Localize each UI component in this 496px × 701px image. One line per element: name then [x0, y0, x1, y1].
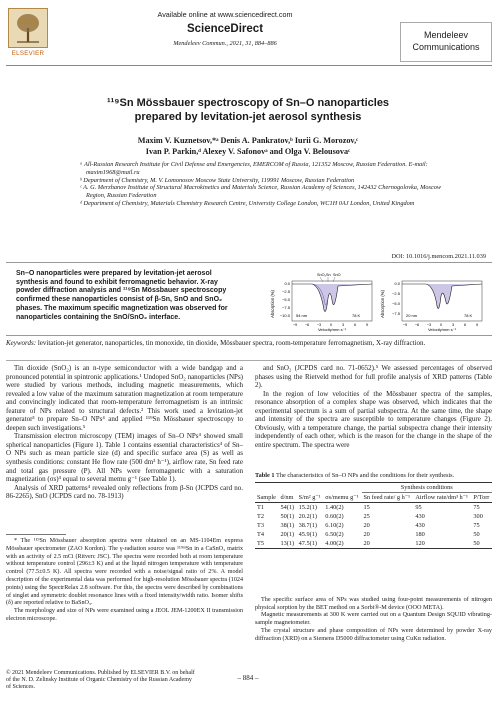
ga-right-temp-label: 78 K — [464, 313, 473, 318]
table-cell: 54(1) — [280, 504, 295, 511]
table-caption — [255, 472, 492, 479]
table-cell: 75 — [473, 522, 480, 529]
ga-left-temp-label: 78 K — [352, 313, 361, 318]
table-cell: T3 — [257, 522, 264, 529]
ga-left-xtick: −9 — [292, 323, 298, 327]
ga-ylabel-right: Absorption (%) — [380, 290, 385, 318]
table-cell: 6.50(2) — [325, 531, 344, 538]
title-line-2: prepared by levitation-jet aerosol synthesis — [134, 111, 362, 123]
body-paragraph: and SnO₂ (JCPDS card no. 71-0652).⁵ We assessed percentages of observed phases using the Rietveld method for full profile analysis of XRD patterns (Table 2). — [255, 364, 492, 390]
ga-left-ytick: −10.0 — [279, 313, 290, 318]
table-cell: 45.9(1) — [298, 531, 317, 538]
table-row — [255, 512, 492, 521]
affiliations — [80, 161, 460, 208]
ga-right-size-label: 20 nm — [406, 313, 418, 318]
table-cell: T2 — [257, 513, 264, 520]
ga-right-xtick: −9 — [402, 323, 408, 327]
table-cell: 15.2(1) — [298, 504, 317, 511]
table-cell: 20 — [363, 531, 370, 538]
table-notes — [255, 596, 492, 642]
table-cell: 180 — [415, 531, 425, 538]
footnote-divider — [6, 534, 66, 535]
journal-name-line1: Mendeleev — [423, 30, 469, 40]
journal-name-line2: Communications — [412, 42, 480, 52]
affiliation-c: ᶜ A. G. Merzhanov Institute of Structural Macrokinetics and Materials Science, Russian Academy of Sciences, 142432 Chernogolovka, Moscow Region, Russian Federation — [80, 184, 442, 200]
table-cell: 20.2(1) — [298, 513, 317, 520]
table-header: P/Torr — [471, 493, 492, 503]
table-cell: 13(1) — [278, 539, 296, 549]
body-paragraph: Tin dioxide (SnO₂) is an n-type semiconductor with a wide bandgap and a pronounced potential in spintronic applications.¹ Undoped SnO₂ nanoparticles (NPs) were studied by various methods, including magnetic measurements, which revealed a low value of the maximum saturation magnetization at room temperature and convincingly indicated that room-temperature ferromagnetism is an intrinsic feature of NPs related to structural defects.² This work used a levitation-jet generator³ to prepare Sn–O NPs⁴ and applied ¹¹⁹Sn Mössbauer spectroscopy to deepen such investigations.⁵ — [6, 364, 243, 432]
affiliation-a: ᵃ All-Russian Research Institute for Civil Defense and Emergencies, EMERCOM of Russia, 121352 Moscow, Russian Federation. E-mail: maxim1968@mail.ru — [80, 161, 428, 176]
table-cell: T4 — [257, 531, 264, 538]
table-header: d/nm — [278, 493, 296, 503]
elsevier-tree-icon — [8, 8, 48, 48]
table-header: Sample — [255, 493, 278, 503]
elsevier-logo — [8, 8, 48, 60]
ga-right-ytick: 0.0 — [394, 281, 400, 286]
keywords-divider — [6, 360, 492, 361]
table-cell: 120 — [413, 539, 471, 549]
affiliation-d: ᵈ Department of Chemistry, Materials Chemistry Research Centre, University College London, WC1H 0AJ London, United Kingdom — [80, 199, 415, 207]
table-cell: 75 — [473, 504, 480, 511]
body-paragraph: Transmission electron microscopy (TEM) images of Sn–O NPs⁴ showed small spherical nanoparticles (Figure 1). Table 1 contains essential characteristics⁴ of Sn–O NPs such as mean particle size (d) and specific surface area (S) as well as synthesis conditions: constant He flow rate (500 dm³ h⁻¹), airflow rate, Sn feed rate and total gas pressure (P). All NPs were ferromagnetic with a saturation magnetization (σs)⁴ equal to several memu g⁻¹ (see Table 1). — [6, 432, 243, 484]
table-group-header: Synthesis conditions — [362, 483, 492, 493]
ga-left-xtick: 9 — [365, 323, 369, 327]
table-row — [255, 521, 492, 530]
ga-right-xtick: 0 — [439, 323, 443, 327]
table-cell: 15 — [363, 504, 370, 511]
table-caption-label: Table 1 — [255, 472, 275, 479]
journal-name-box — [400, 22, 492, 62]
doi-link[interactable]: DOI: 10.1016/j.mencom.2021.11.039 — [391, 253, 486, 260]
ga-left-xtick: −3 — [316, 323, 322, 327]
ga-right-ytick: −2.5 — [392, 291, 400, 296]
authors-line-1: Maxim V. Kuznetsov,*ᵃ Denis A. Pankratov,ᵇ Iurii G. Morozov,ᶜ — [137, 136, 359, 145]
table-cell: T5 — [255, 539, 278, 549]
table-cell: 430 — [415, 522, 425, 529]
ga-left-xtick: 3 — [341, 323, 345, 327]
table-cell: 430 — [415, 513, 425, 520]
keywords — [6, 339, 492, 348]
table-row — [255, 539, 492, 549]
ga-peak-label-sno: SnO — [333, 273, 341, 277]
body-paragraph: In the region of low velocities of the Mössbauer spectra of the samples, resonance absorption of a complex shape was observed, which indicates that the experimental spectrum is a sum of partial subspectra. At the same time, the shape and intensity of the spectra are susceptible to temperature changes (Figure 2). Obviously, with a temperature change, the partial subspectra change their intensity independently of each other, which is the reason for the change in the shape of the entire spectrum. The spectra were — [255, 389, 492, 449]
ga-left-xlabel: Velocity/mm s⁻¹ — [317, 327, 347, 332]
table-cell: 38.7(1) — [298, 522, 317, 529]
table-cell: 38(1) — [280, 522, 295, 529]
ga-left-xtick: 6 — [353, 323, 357, 327]
authors-line-2: Ivan P. Parkin,ᵈ Alexey V. Safonovᵃ and Olga V. Belousovaᶜ — [145, 147, 351, 156]
ga-right-ytick: −5.0 — [392, 301, 400, 306]
ga-left-ytick: −5.0 — [282, 297, 290, 302]
table-cell: 1.40(2) — [325, 504, 344, 511]
body-column-right — [255, 364, 492, 449]
ga-left-ytick: −2.5 — [282, 289, 290, 294]
table-header: Airflow rate/dm³ h⁻¹ — [413, 493, 471, 503]
table-cell: 95 — [415, 504, 422, 511]
table-cell: 300 — [473, 513, 483, 520]
ga-right-yticks — [392, 281, 401, 316]
keywords-label: Keywords: — [6, 339, 37, 347]
ga-right-xtick: −3 — [426, 323, 432, 327]
characteristics-table — [255, 482, 492, 549]
table-cell: 20 — [363, 522, 370, 529]
available-online-text: Available online at www.sciencedirect.com — [157, 10, 293, 19]
table-cell: T1 — [257, 504, 264, 511]
table-caption-text: The characteristics of Sn–O NPs and the conditions for their synthesis. — [274, 472, 455, 479]
ga-right-xtick: 9 — [475, 323, 479, 327]
graphical-abstract — [268, 270, 486, 332]
ga-left-yticks — [280, 281, 291, 318]
table-note: The specific surface area of NPs was studied using four-point measurements of nitrogen physical sorption by the BET method on a Sorbi®-M device (OOO META). — [255, 596, 492, 611]
footnote-paragraph: * The ¹¹⁹Sn Mössbauer absorption spectra were obtained on an MS-1104Em express Mössbauer spectrometer (ZAO Kordon). The γ-radiation source was ¹¹⁹ᵐSn in a CaSnO₃ matrix with an activity of 2.5 mCi (Ritverc JSC). The spectra were recorded both at room temperature without temperature control (296±3 K) and at the liquid nitrogen temperature with temperature control (77.5±0.5 K). All spectra were recorded with a noise/signal ratio of 2%. A model description of the experimental data was performed for high-resolution Mössbauer spectra (1024 points) using the SpectrRelax 2.8 software. For this, the spectra were described by combinations of singlet and symmetric doublet resonance lines with a fixed intensity/width ratio. Isomer shifts (δ) are reported relative to BaSnO₃. — [6, 538, 243, 607]
footnote — [6, 538, 243, 624]
header-divider — [6, 65, 492, 66]
ga-left-ytick: 0.0 — [284, 281, 290, 286]
ga-right-xlabel: Velocity/mm s⁻¹ — [427, 327, 457, 332]
table-cell: 20 — [362, 539, 414, 549]
table-note: The crystal structure and phase composition of NPs were determined by powder X-ray diffraction (XRD) on a Siemens D5000 diffractometer using CuKα radiation. — [255, 626, 492, 642]
title-line-1: ¹¹⁹Sn Mössbauer spectroscopy of Sn–O nanoparticles — [106, 97, 390, 109]
sciencedirect-brand: ScienceDirect — [186, 23, 264, 35]
table-cell: 50 — [471, 539, 492, 549]
ga-right-xtick: 3 — [451, 323, 455, 327]
body-paragraph: Analysis of XRD patterns⁴ revealed only reflections from β-Sn (JCPDS card no. 86-2265), SnO (JCPDS card no. 78-1913) — [6, 483, 243, 501]
keywords-text: levitation-jet generator, nanoparticles, tin monoxide, tin dioxide, Mössbauer spectra, room-temperature ferromagnetism, X-ray diffraction. — [36, 339, 426, 347]
body-column-left — [6, 364, 243, 501]
footnote-paragraph: The morphology and size of NPs were examined using a JEOL JEM-1200EX II transmission electron microscope. — [6, 608, 243, 622]
ga-ylabel-left: Absorption (%) — [270, 290, 275, 318]
table-cell: 50 — [473, 531, 480, 538]
ga-peak-label-sno2: SnO₂ — [317, 273, 327, 277]
ga-right-xtick: −6 — [414, 323, 420, 327]
table-row — [255, 503, 492, 513]
page-number: – 884 – — [237, 674, 259, 682]
table-cell: 25 — [363, 513, 370, 520]
ga-left-ytick: −7.5 — [282, 305, 290, 310]
table-cell: 47.5(1) — [297, 539, 324, 549]
copyright-notice: © 2021 Mendeleev Communications. Published by ELSEVIER B.V. on behalf of the N. D. Zelinsky Institute of Organic Chemistry of the Russian Academy of Sciences. — [6, 670, 195, 691]
author-list — [40, 135, 456, 157]
journal-header — [60, 10, 390, 47]
table-cell: 4.00(2) — [323, 539, 361, 549]
table-cell: 6.10(2) — [325, 522, 344, 529]
table-header: S/m² g⁻¹ — [297, 493, 324, 503]
table-header: Sn feed rate/ g h⁻¹ — [362, 493, 414, 503]
ga-left-xtick: 0 — [329, 323, 333, 327]
table-cell: 50(1) — [280, 513, 295, 520]
ga-left-xtick: −6 — [304, 323, 310, 327]
table-row — [255, 530, 492, 539]
ga-right-spectrum-fill — [402, 284, 482, 308]
ga-right-xtick: 6 — [463, 323, 467, 327]
ga-left-spectrum-fill — [292, 284, 372, 312]
abstract-text: Sn–O nanoparticles were prepared by levitation-jet aerosol synthesis and found to exhibit ferromagnetic behavior. X-ray powder diffraction analysis and ¹¹⁹Sn Mössbauer spectroscopy confirmed these nanoparticles consist of β-Sn, SnO and SnO₂ phases. The maximum specific magnetization was observed for nanoparticles containing the SnO/SnO₂ interface. — [16, 270, 228, 321]
ga-right-ytick: −7.5 — [392, 311, 400, 316]
ga-left-size-label: 54 nm — [296, 313, 308, 318]
affiliation-b: ᵇ Department of Chemistry, M. V. Lomonosov Moscow State University, 119991 Moscow, Russian Federation — [80, 176, 355, 184]
ga-peak-label-sn: Sn — [326, 273, 331, 277]
article-title — [40, 96, 456, 124]
table-cell: 0.60(2) — [325, 513, 344, 520]
journal-citation: Mendeleev Commun., 2021, 31, 884–886 — [173, 40, 277, 47]
table-note: Magnetic measurements at 300 K were carried out on a Quantum Design SQUID vibrating-sample magnetometer. — [255, 611, 492, 627]
table-cell: 20(1) — [280, 531, 295, 538]
publisher-name: ELSEVIER — [11, 50, 45, 57]
table-header: σs/memu g⁻¹ — [323, 493, 361, 503]
